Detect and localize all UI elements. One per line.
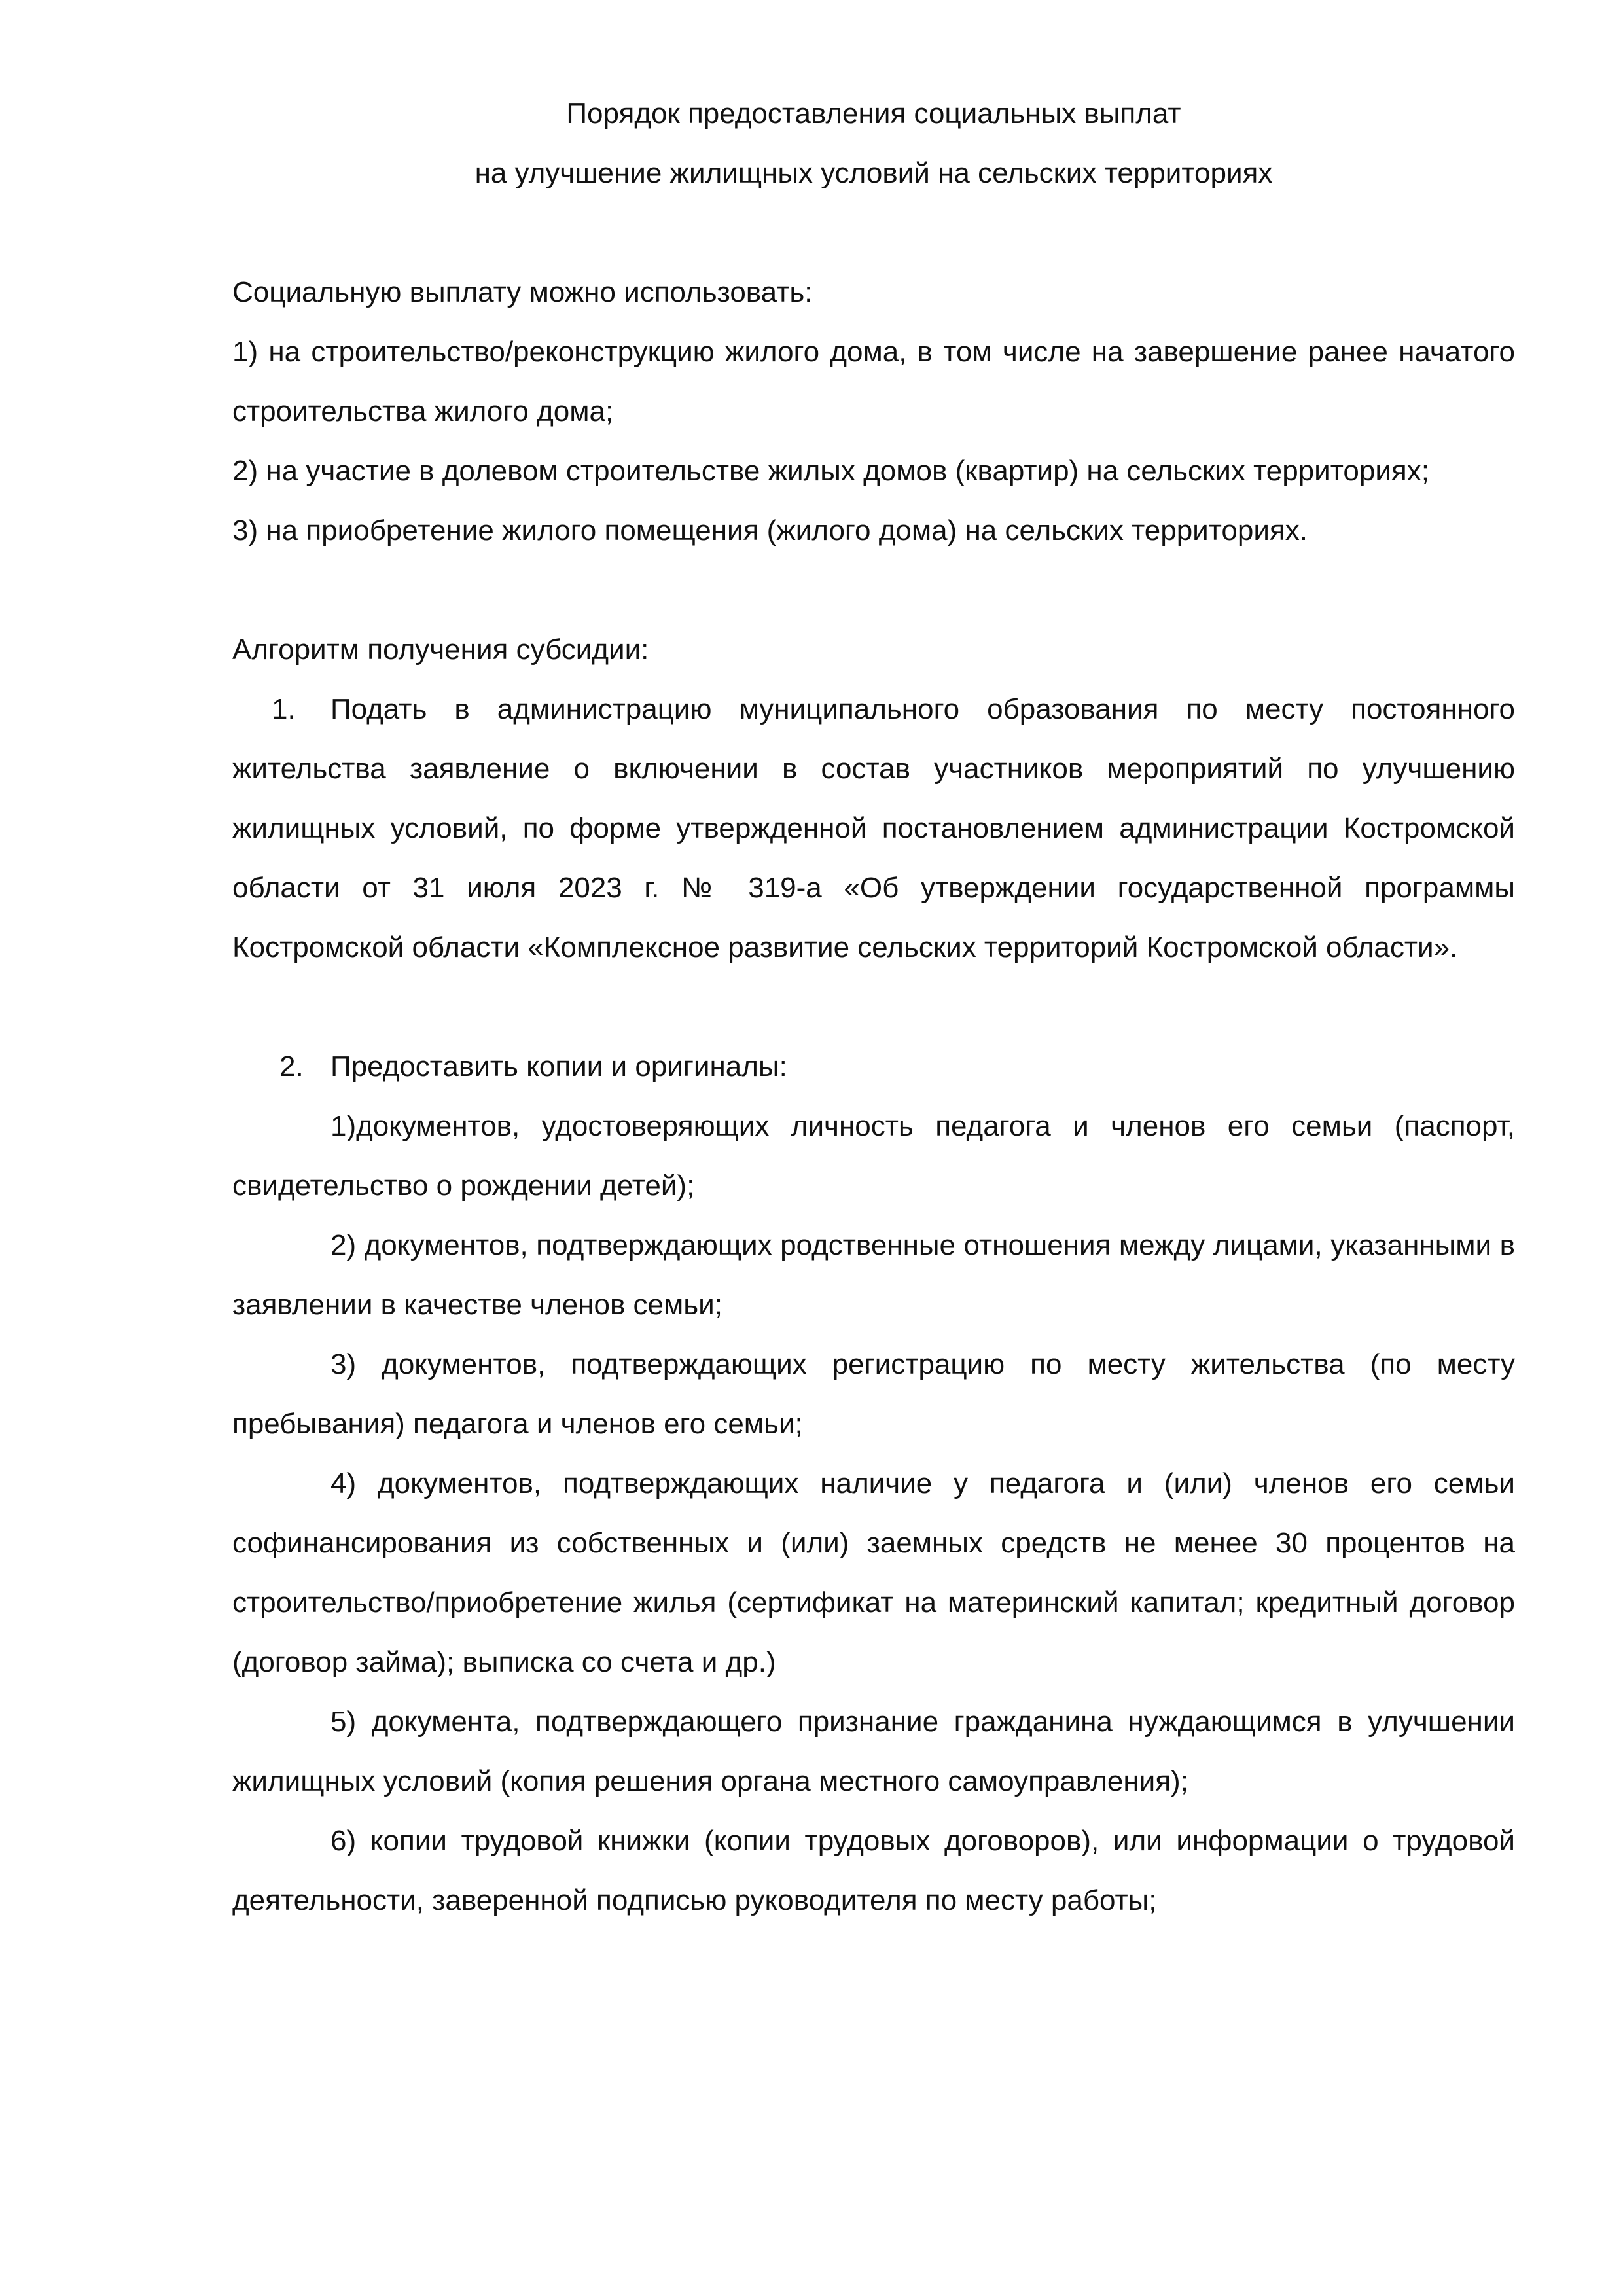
document-title-line-2: на улучшение жилищных условий на сельских территориях <box>474 157 1273 189</box>
step-text: Предоставить копии и оригиналы: <box>330 1050 787 1083</box>
step-text: Подать в администрацию муниципального образования по месту постоянного жительства заявление о включении в состав участников мероприятий по улучшению жилищных условий, по форме утвержденной постановлением администрации Костромской области от 31 июля 2023 г. № 319-а «Об утверждении государственной программы Костромской области «Комплексное развитие сельских территорий Костромской области». <box>232 693 1515 963</box>
usage-item: 1) на строительство/реконструкцию жилого дома, в том числе на завершение ранее начатого строительства жилого дома; <box>232 336 1515 427</box>
document-requirement: 3) документов, подтверждающих регистрацию по месту жительства (по месту пребывания) педагога и членов его семьи; <box>232 1348 1515 1440</box>
spacer <box>232 560 1515 620</box>
algorithm-step-1 <box>232 679 1515 977</box>
document-requirement: 4) документов, подтверждающих наличие у педагога и (или) членов его семьи софинансирования из собственных и (или) заемных средств не менее 30 процентов на строительство/приобретение жилья (сертификат на материнский капитал; кредитный договор (договор займа); выписка со счета и др.) <box>232 1467 1515 1678</box>
step-number: 2. <box>279 1050 304 1083</box>
document-requirement: 1)документов, удостоверяющих личность педагога и членов его семьи (паспорт, свидетельство о рождении детей); <box>232 1110 1515 1202</box>
usage-intro: Социальную выплату можно использовать: <box>232 276 813 308</box>
document-requirement: 6) копии трудовой книжки (копии трудовых договоров), или информации о трудовой деятельности, заверенной подписью руководителя по месту работы; <box>232 1825 1515 1916</box>
step-number: 1. <box>272 693 296 725</box>
spacer <box>232 977 1515 1037</box>
document-page <box>232 84 1515 1930</box>
document-requirement: 2) документов, подтверждающих родственные отношения между лицами, указанными в заявлении в качестве членов семьи; <box>232 1229 1515 1321</box>
usage-item: 3) на приобретение жилого помещения (жилого дома) на сельских территориях. <box>232 514 1308 547</box>
document-requirement: 5) документа, подтверждающего признание гражданина нуждающимся в улучшении жилищных условий (копия решения органа местного самоуправления); <box>232 1706 1515 1797</box>
spacer <box>232 203 1515 262</box>
usage-item: 2) на участие в долевом строительстве жилых домов (квартир) на сельских территориях; <box>232 455 1429 487</box>
algorithm-intro: Алгоритм получения субсидии: <box>232 634 649 666</box>
document-title-line-1: Порядок предоставления социальных выплат <box>566 98 1181 130</box>
algorithm-step-2 <box>232 1037 1515 1096</box>
